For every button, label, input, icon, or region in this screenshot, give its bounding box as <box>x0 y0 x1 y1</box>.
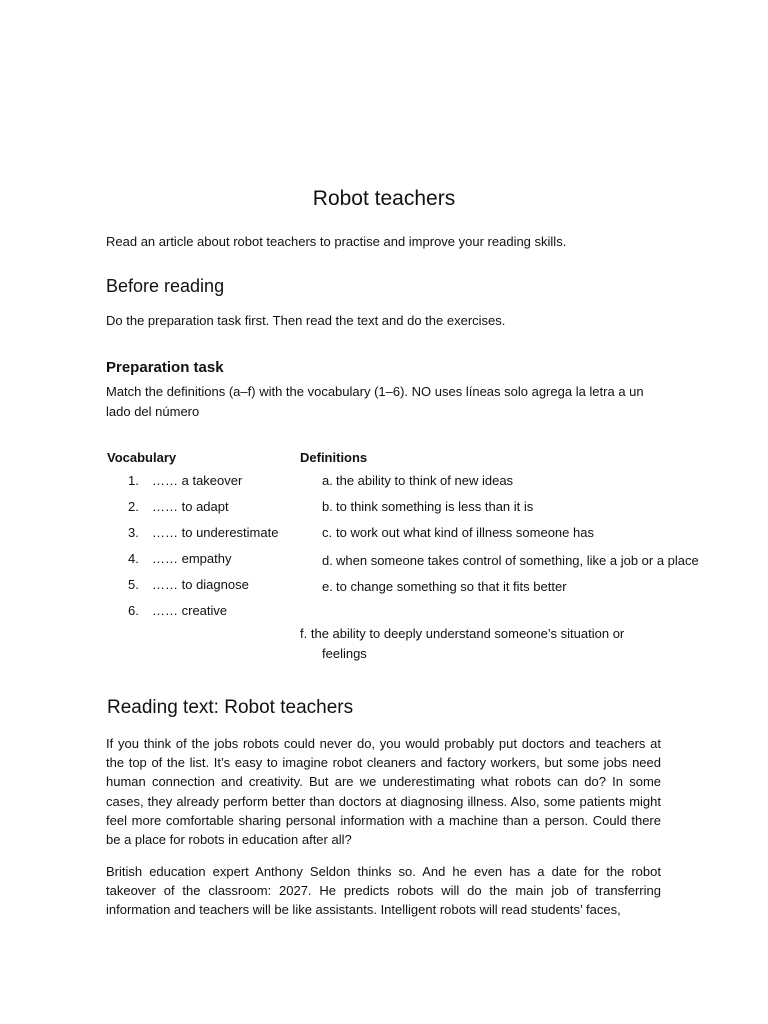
definition-text: the ability to deeply understand someone’s situation or <box>310 626 625 641</box>
vocab-item-4 <box>128 550 231 567</box>
preparation-heading: Preparation task <box>106 359 224 376</box>
reading-paragraph-2: British education expert Anthony Seldon thinks so. And he even has a date for the robot takeover of the classroom: 2027. He predicts robots will do the main job of transferring information and teachers will be like assistants. Intelligent robots will read students’ faces, <box>106 864 661 918</box>
vocab-item-6 <box>128 602 227 619</box>
reading-paragraph-1: If you think of the jobs robots could never do, you would probably put doctors and teachers at the top of the list. It’s easy to imagine robot cleaners and factory workers, but some jobs need human connection and creativity. But are we underestimating what robots can do? In some cases, they already perform better than doctors at diagnosing illness. Also, some patients might feel more comfortable sharing personal information with a machine than a person. Could there be a place for robots in education after all? <box>106 736 661 848</box>
definition-item-b <box>322 498 533 515</box>
definition-letter: a. <box>322 473 333 488</box>
page-title: Robot teachers <box>312 187 456 210</box>
definitions-heading: Definitions <box>300 450 368 465</box>
definition-text: to work out what kind of illness someone has <box>336 525 594 540</box>
definition-item-c <box>322 524 594 541</box>
before-reading-text: Do the preparation task first. Then read the text and do the exercises. <box>106 313 506 328</box>
vocab-text: …… empathy <box>152 551 232 566</box>
before-reading-heading: Before reading <box>106 276 225 296</box>
vocab-item-2 <box>128 498 229 515</box>
definition-text: to change something so that it fits better <box>336 579 567 594</box>
preparation-instructions: Match the definitions (a–f) with the vocabulary (1–6). NO uses líneas solo agrega la letra a un lado del número <box>106 384 644 419</box>
vocab-number: 6. <box>128 603 139 618</box>
definition-text: the ability to think of new ideas <box>336 473 514 488</box>
vocab-number: 3. <box>128 525 139 540</box>
vocab-text: …… creative <box>152 603 228 618</box>
vocab-text: …… to adapt <box>152 499 229 514</box>
definition-letter: d. <box>322 553 333 568</box>
vocab-text: …… to diagnose <box>152 577 249 592</box>
definition-letter: b. <box>322 499 333 514</box>
vocab-number: 2. <box>128 499 139 514</box>
vocab-item-3 <box>128 524 278 541</box>
vocab-text: …… a takeover <box>152 473 243 488</box>
vocab-number: 1. <box>128 473 139 488</box>
vocab-number: 5. <box>128 577 139 592</box>
vocab-number: 4. <box>128 551 139 566</box>
definition-text: to think something is less than it is <box>336 499 534 514</box>
definition-item-d <box>322 552 699 569</box>
vocab-item-1 <box>128 472 242 489</box>
reading-heading: Reading text: Robot teachers <box>107 697 354 718</box>
definition-text: when someone takes control of something, like a job or a place <box>336 553 699 568</box>
vocab-text: …… to underestimate <box>152 525 279 540</box>
vocabulary-heading: Vocabulary <box>107 450 177 465</box>
definition-text-continued: feelings <box>322 646 367 661</box>
definition-letter: f. <box>300 626 308 641</box>
definition-item-a <box>322 472 513 489</box>
definition-item-e <box>322 578 567 595</box>
vocab-item-5 <box>128 576 249 593</box>
definition-letter: c. <box>322 525 333 540</box>
definition-item-f <box>300 624 680 664</box>
definition-letter: e. <box>322 579 333 594</box>
intro-text: Read an article about robot teachers to practise and improve your reading skills. <box>106 234 567 249</box>
